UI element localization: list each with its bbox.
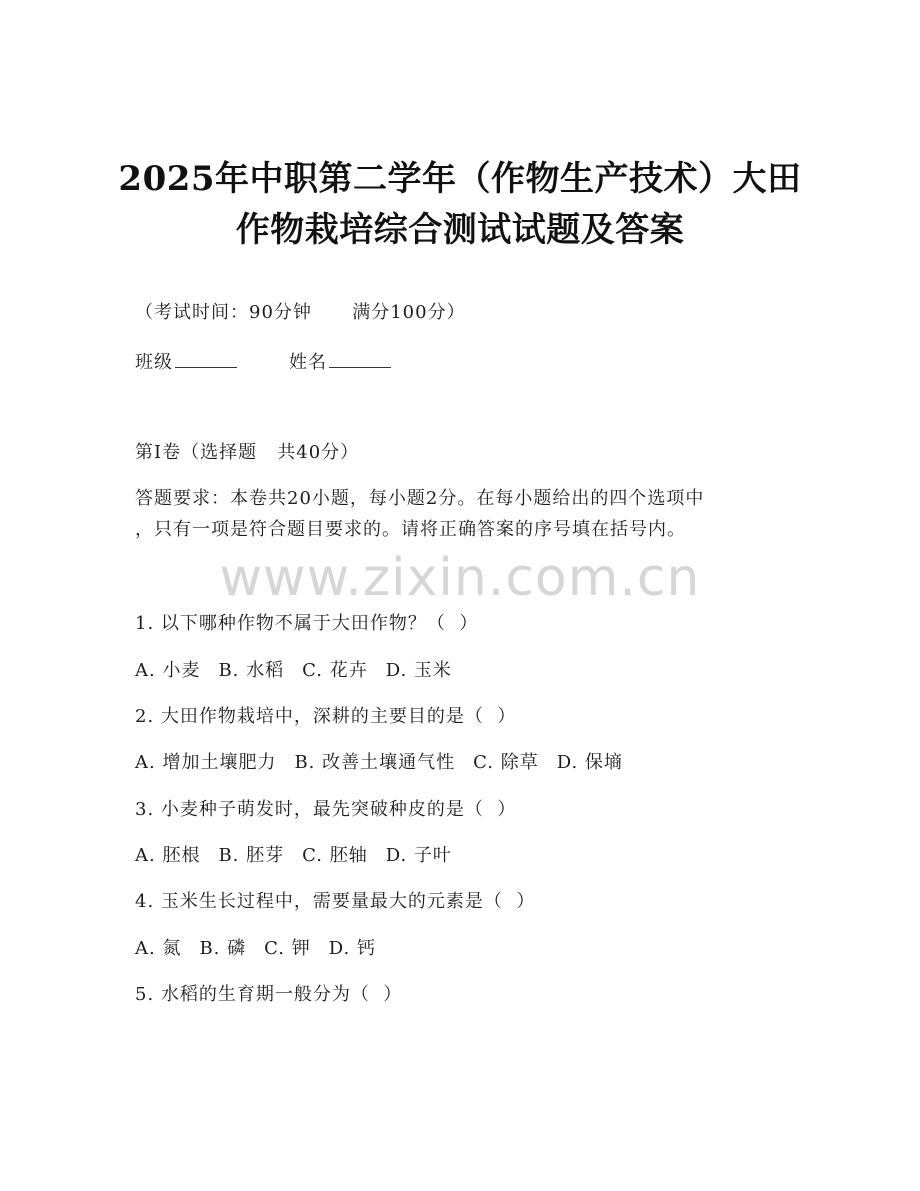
question-3: 3. 小麦种子萌发时，最先突破种皮的是（ ） (135, 799, 517, 820)
option-b: B. 改善土壤通气性 (294, 752, 456, 773)
question-3-options (135, 843, 470, 869)
question-1: 1. 以下哪种作物不属于大田作物？（ ） (135, 613, 479, 634)
question-4: 4. 玉米生长过程中，需要量最大的元素是（ ） (135, 891, 536, 912)
name-label: 姓名 (289, 352, 327, 373)
exam-info: （考试时间：90分钟 满分100分） (135, 302, 466, 323)
option-b: B. 磷 (199, 938, 247, 959)
class-label: 班级 (135, 352, 173, 373)
question-1-options (135, 658, 470, 684)
option-c: C. 花卉 (302, 660, 368, 681)
option-b: B. 水稻 (218, 660, 285, 681)
option-a: A. 增加土壤肥力 (135, 752, 277, 773)
option-d: D. 玉米 (385, 660, 452, 681)
instructions-line-2: ，只有一项是符合题目要求的。请将正确答案的序号填在括号内。 (135, 519, 686, 540)
option-d: D. 子叶 (385, 845, 452, 866)
question-4-options (135, 936, 394, 962)
student-info-row (135, 349, 391, 376)
class-blank (175, 349, 237, 368)
option-a: A. 胚根 (135, 845, 201, 866)
instructions-line-1: 答题要求：本卷共20小题，每小题2分。在每小题给出的四个选项中 (135, 488, 705, 509)
option-c: C. 钾 (264, 938, 311, 959)
option-d: D. 保墒 (556, 752, 623, 773)
watermark: www.zixin.com.cn (219, 548, 701, 608)
question-5: 5. 水稻的生育期一般分为（ ） (135, 984, 403, 1005)
question-2: 2. 大田作物栽培中，深耕的主要目的是（ ） (135, 706, 517, 727)
option-c: C. 胚轴 (302, 845, 368, 866)
question-2-options (135, 750, 641, 776)
document-title-line-2: 作物栽培综合测试试题及答案 (235, 210, 685, 250)
option-d: D. 钙 (328, 938, 376, 959)
option-a: A. 氮 (135, 938, 182, 959)
option-b: B. 胚芽 (218, 845, 285, 866)
document-title-line-1: 2025年中职第二学年（作物生产技术）大田 (118, 159, 802, 199)
name-blank (329, 349, 391, 368)
option-a: A. 小麦 (135, 660, 201, 681)
section-header: 第Ⅰ卷（选择题 共40分） (135, 442, 360, 463)
option-c: C. 除草 (473, 752, 539, 773)
